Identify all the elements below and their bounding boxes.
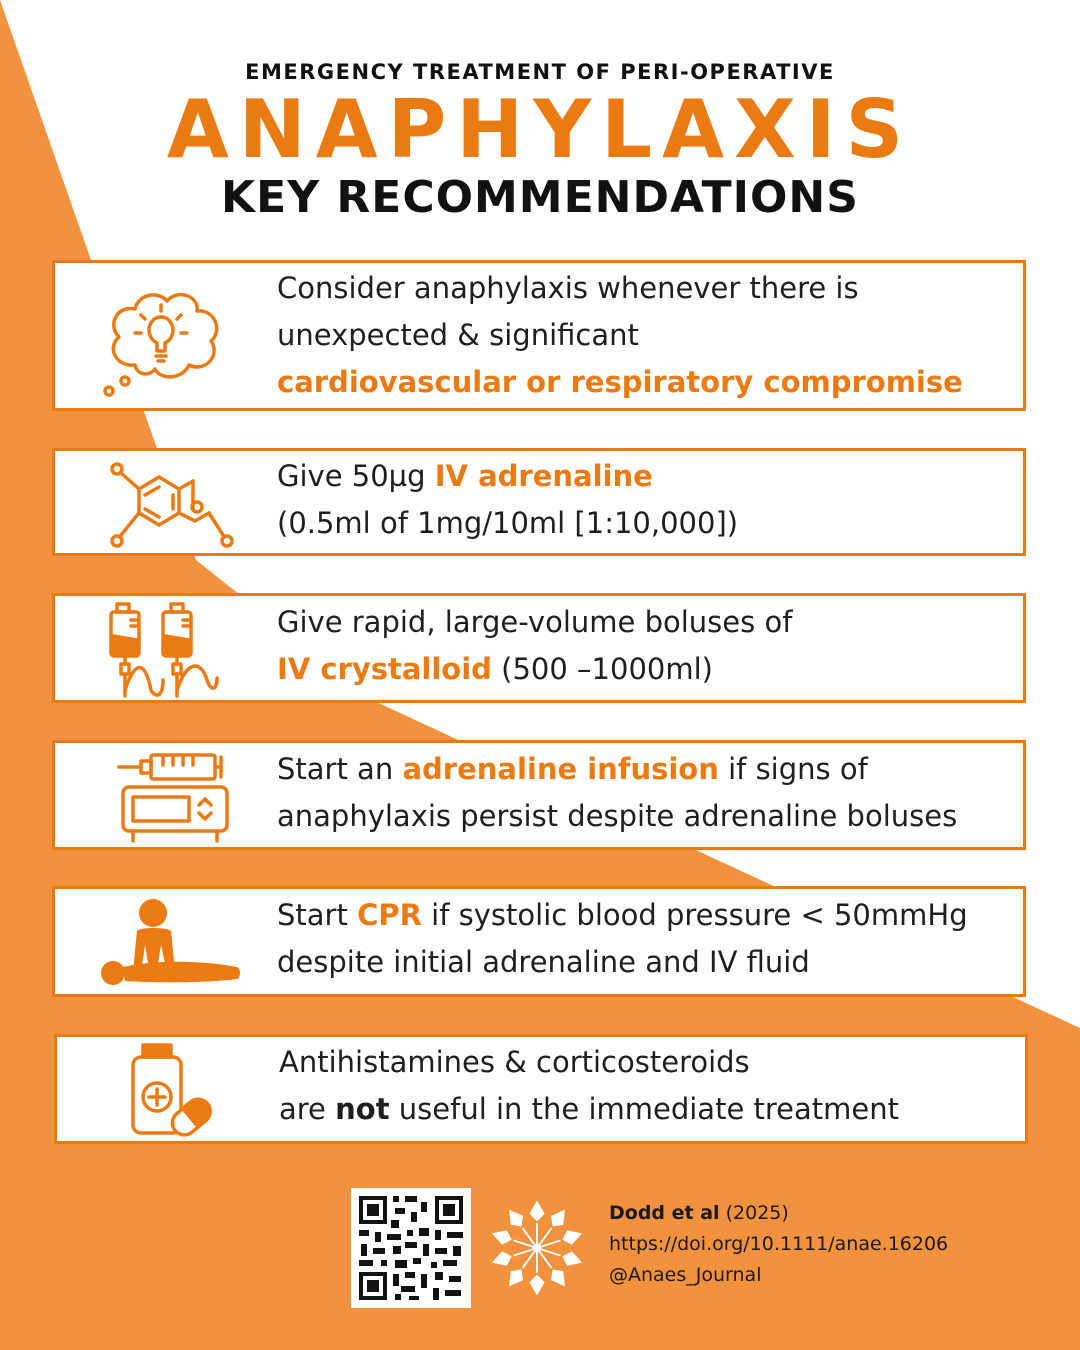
card-1-line-1: Consider anaphylaxis whenever there is [277, 271, 859, 305]
citation-handle[interactable]: @Anaes_Journal [609, 1264, 762, 1286]
sub-title: KEY RECOMMENDATIONS [221, 172, 859, 223]
card-2-line-2: (0.5ml of 1mg/10ml [1:10,000]) [277, 506, 739, 540]
pre-title: EMERGENCY TREATMENT OF PERI-OPERATIVE [245, 60, 835, 84]
card-5-line-1: Start CPR if systolic blood pressure < 50mmHg [277, 898, 968, 932]
card-1-line-2: unexpected & significant [277, 318, 639, 352]
medicine-bottle-pill-icon [127, 1041, 217, 1141]
card-4-line-1: Start an adrenaline infusion if signs of [277, 752, 868, 786]
molecule-icon [105, 459, 237, 549]
card-4-line-2: anaphylaxis persist despite adrenaline boluses [277, 799, 958, 833]
cpr-icon [97, 893, 243, 993]
card-3-line-1: Give rapid, large-volume boluses of [277, 605, 793, 639]
syringe-pump-icon [115, 749, 239, 845]
recommendation-card-adrenaline [52, 448, 1026, 556]
card-1-line-3: cardiovascular or respiratory compromise [277, 365, 963, 399]
card-6-line-1: Antihistamines & corticosteroids [279, 1045, 750, 1079]
citation-doi-link[interactable]: https://doi.org/10.1111/anae.16206 [609, 1233, 949, 1255]
iv-bags-icon [107, 600, 223, 700]
thought-bubble-lightbulb-icon [95, 285, 235, 405]
card-6-line-2: are not useful in the immediate treatment [279, 1092, 899, 1126]
main-title: ANAPHYLAXIS [166, 83, 914, 176]
header [0, 60, 1080, 222]
recommendation-card-antihistamines [54, 1034, 1028, 1144]
footer [0, 1188, 1080, 1308]
card-5-line-2: despite initial adrenaline and IV fluid [277, 945, 810, 979]
recommendation-card-cpr [52, 886, 1026, 997]
card-3-line-2: IV crystalloid (500 –1000ml) [277, 652, 713, 686]
citation [609, 1198, 948, 1291]
recommendation-card-consider [52, 260, 1026, 411]
card-2-line-1: Give 50µg IV adrenaline [277, 459, 653, 493]
recommendation-card-crystalloid [52, 593, 1026, 703]
qr-code-icon[interactable] [351, 1188, 471, 1308]
recommendation-card-infusion [52, 740, 1026, 850]
anaesthesia-journal-logo-icon [480, 1191, 594, 1305]
citation-author-line: Dodd et al (2025) [609, 1202, 789, 1224]
